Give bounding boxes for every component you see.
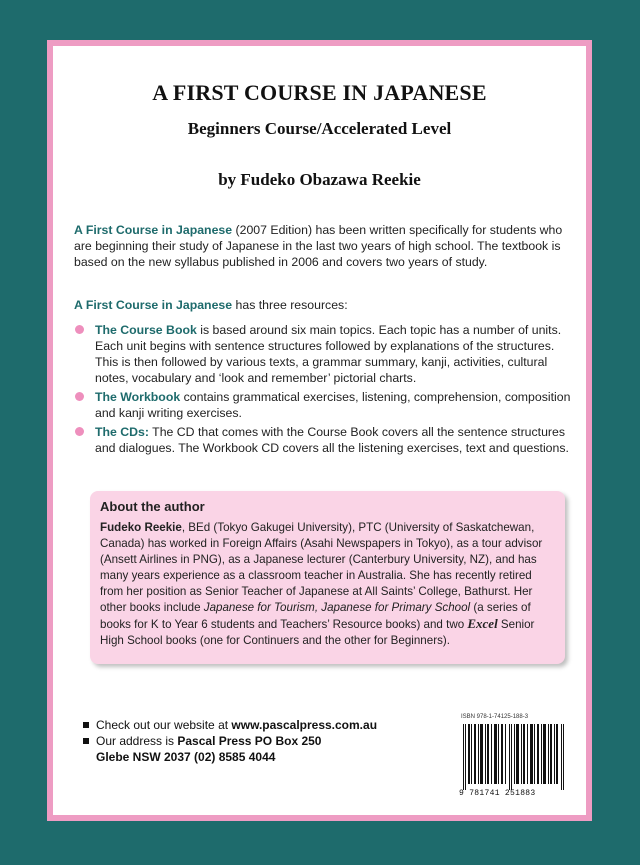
resources-intro-text: has three resources:: [232, 298, 348, 312]
address-prefix: Our address is: [96, 734, 178, 748]
intro-text: (2007 Edition) has been written specifically for students who are beginning their study of Japanese in the last two years of high school. The textbook is based on the new syllabus published in 2006 and covers two years of study.: [74, 223, 563, 269]
square-bullet-icon: [83, 738, 89, 744]
address-line: [83, 733, 377, 749]
other-books-titles: Japanese for Tourism, Japanese for Primary School: [203, 601, 471, 614]
resources-list: [74, 322, 572, 459]
intro-book-title: A First Course in Japanese: [74, 223, 233, 237]
isbn-label: ISBN 978-1-74125-188-3: [461, 714, 529, 720]
book-subtitle: Beginners Course/Accelerated Level: [187, 119, 452, 138]
resource-text: is based around six main topics. Each topic has a number of units. Each unit begins with sentence structures followed by explanations of the structures. This is then followed by various texts, a grammar summary, kanji, activities, cultural notes, vocabulary and ‘look and remember’ pictorial charts.: [95, 323, 562, 385]
resource-text: The CD that comes with the Course Book covers all the sentence structures and dialogues. The Workbook CD covers all the listening exercises, text and questions.: [95, 425, 569, 455]
list-item: [74, 322, 572, 386]
about-text-part1: , BEd (Tokyo Gakugei University), PTC (University of Saskatchewan, Canada) has worked in Foreign Affairs (Asahi Newspapers in Tokyo), as a tour advisor (Ansett Airlines in PNG), as a Japanese lecturer (Canterbury University, NZ), and has many years experience as a classroom teacher in Australia. She has recently retired from her position as Senior Teacher of Japanese at All Saints’ College, Bathurst. Her other books include: [100, 521, 543, 614]
resource-text: contains grammatical exercises, listening, comprehension, composition and kanji writing exercises.: [95, 390, 571, 420]
about-text-part3: Senior High School books (one for Continuers and the other for Beginners).: [100, 618, 535, 647]
pink-bullet-icon: [75, 392, 84, 401]
resource-name: The CDs:: [95, 425, 149, 439]
website-line: [83, 717, 377, 733]
list-item: [74, 389, 572, 421]
author-line: by Fudeko Obazawa Reekie: [218, 170, 421, 189]
author-name: Fudeko Reekie: [100, 521, 182, 534]
cover-border: [47, 40, 592, 821]
address-line-2: Glebe NSW 2037 (02) 8585 4044: [96, 750, 276, 764]
about-text-part2: (a series of books for K to Year 6 students and Teachers’ Resource books) and two: [100, 601, 531, 631]
book-title: A FIRST COURSE IN JAPANESE: [152, 80, 487, 105]
about-author-box: [90, 491, 565, 664]
resource-name: The Course Book: [95, 323, 197, 337]
about-text: [100, 520, 557, 649]
address-line-2-row: [83, 749, 377, 765]
resources-intro: [74, 297, 570, 313]
barcode-icon: [459, 724, 569, 790]
excel-brand: Excel: [467, 616, 498, 631]
square-bullet-icon: [83, 722, 89, 728]
intro-paragraph: [74, 222, 570, 270]
publisher-info: [83, 717, 377, 765]
barcode-digits: 9 781741 251883: [459, 789, 536, 798]
back-cover-page: [53, 46, 586, 815]
resource-name: The Workbook: [95, 390, 181, 404]
website-link[interactable]: www.pascalpress.com.au: [231, 718, 378, 732]
website-prefix: Check out our website at: [96, 718, 232, 732]
resources-book-title: A First Course in Japanese: [74, 298, 233, 312]
address-line-1: Pascal Press PO Box 250: [177, 734, 322, 748]
list-item: [74, 424, 572, 456]
pink-bullet-icon: [75, 325, 84, 334]
about-heading: About the author: [100, 499, 205, 514]
pink-bullet-icon: [75, 427, 84, 436]
